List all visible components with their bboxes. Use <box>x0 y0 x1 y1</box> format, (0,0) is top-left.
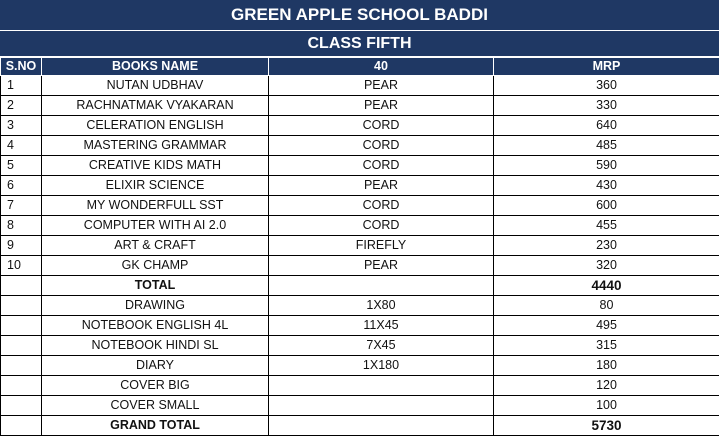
book-name-cell: MASTERING GRAMMAR <box>42 136 269 156</box>
header-row <box>1 58 719 76</box>
publisher-cell: CORD <box>269 136 494 156</box>
qty-cell <box>269 376 494 396</box>
mrp-cell: 100 <box>494 396 719 416</box>
col-mrp-header: MRP <box>494 58 719 76</box>
mrp-cell: 455 <box>494 216 719 236</box>
book-name-cell: COMPUTER WITH AI 2.0 <box>42 216 269 236</box>
table-row <box>1 196 719 216</box>
col-sno-header: S.NO <box>1 58 42 76</box>
table-row <box>1 96 719 116</box>
qty-cell: 11X45 <box>269 316 494 336</box>
grand-total-row <box>1 416 719 436</box>
sno-cell <box>1 356 42 376</box>
sno-cell <box>1 316 42 336</box>
book-name-cell: NUTAN UDBHAV <box>42 76 269 96</box>
item-name-cell: NOTEBOOK HINDI SL <box>42 336 269 356</box>
table-row <box>1 76 719 96</box>
grand-total-label: GRAND TOTAL <box>42 416 269 436</box>
sno-cell <box>1 416 42 436</box>
mrp-cell: 320 <box>494 256 719 276</box>
grand-total-value: 5730 <box>494 416 719 436</box>
book-name-cell: GK CHAMP <box>42 256 269 276</box>
mrp-cell: 590 <box>494 156 719 176</box>
item-name-cell: DIARY <box>42 356 269 376</box>
book-name-cell: ELIXIR SCIENCE <box>42 176 269 196</box>
mrp-cell: 230 <box>494 236 719 256</box>
col-publisher-header: 40 <box>269 58 494 76</box>
publisher-cell: CORD <box>269 116 494 136</box>
sno-cell: 2 <box>1 96 42 116</box>
mrp-cell: 640 <box>494 116 719 136</box>
sno-cell: 6 <box>1 176 42 196</box>
qty-cell: 1X180 <box>269 356 494 376</box>
publisher-cell <box>269 276 494 296</box>
book-name-cell: ART & CRAFT <box>42 236 269 256</box>
publisher-cell: FIREFLY <box>269 236 494 256</box>
sno-cell: 7 <box>1 196 42 216</box>
publisher-cell: CORD <box>269 156 494 176</box>
mrp-cell: 315 <box>494 336 719 356</box>
school-title: GREEN APPLE SCHOOL BADDI <box>0 0 719 31</box>
sno-cell: 10 <box>1 256 42 276</box>
item-name-cell: DRAWING <box>42 296 269 316</box>
item-name-cell: NOTEBOOK ENGLISH 4L <box>42 316 269 336</box>
table-row <box>1 216 719 236</box>
book-name-cell: RACHNATMAK VYAKARAN <box>42 96 269 116</box>
sno-cell: 4 <box>1 136 42 156</box>
qty-cell <box>269 396 494 416</box>
total-label: TOTAL <box>42 276 269 296</box>
class-title: CLASS FIFTH <box>0 31 719 57</box>
item-name-cell: COVER SMALL <box>42 396 269 416</box>
table-row <box>1 376 719 396</box>
table-row <box>1 256 719 276</box>
mrp-cell: 330 <box>494 96 719 116</box>
publisher-cell: CORD <box>269 216 494 236</box>
table-row <box>1 356 719 376</box>
col-book-header: BOOKS NAME <box>42 58 269 76</box>
mrp-cell: 180 <box>494 356 719 376</box>
book-name-cell: MY WONDERFULL SST <box>42 196 269 216</box>
mrp-cell: 80 <box>494 296 719 316</box>
sno-cell <box>1 336 42 356</box>
total-value: 4440 <box>494 276 719 296</box>
sno-cell <box>1 276 42 296</box>
mrp-cell: 360 <box>494 76 719 96</box>
table-row <box>1 236 719 256</box>
mrp-cell: 120 <box>494 376 719 396</box>
table-row <box>1 156 719 176</box>
sno-cell: 1 <box>1 76 42 96</box>
table-row <box>1 296 719 316</box>
mrp-cell: 485 <box>494 136 719 156</box>
mrp-cell: 600 <box>494 196 719 216</box>
sno-cell: 3 <box>1 116 42 136</box>
sno-cell: 8 <box>1 216 42 236</box>
table-body <box>1 76 719 436</box>
table-row <box>1 116 719 136</box>
publisher-cell: CORD <box>269 196 494 216</box>
book-name-cell: CREATIVE KIDS MATH <box>42 156 269 176</box>
publisher-cell: PEAR <box>269 176 494 196</box>
sno-cell <box>1 396 42 416</box>
item-name-cell: COVER BIG <box>42 376 269 396</box>
table-row <box>1 176 719 196</box>
table-row <box>1 336 719 356</box>
sno-cell <box>1 296 42 316</box>
mrp-cell: 495 <box>494 316 719 336</box>
publisher-cell: PEAR <box>269 76 494 96</box>
qty-cell: 7X45 <box>269 336 494 356</box>
sno-cell <box>1 376 42 396</box>
table-row <box>1 316 719 336</box>
book-name-cell: CELERATION ENGLISH <box>42 116 269 136</box>
table-row <box>1 136 719 156</box>
publisher-cell: PEAR <box>269 256 494 276</box>
qty-cell: 1X80 <box>269 296 494 316</box>
book-table <box>0 57 719 436</box>
sno-cell: 5 <box>1 156 42 176</box>
sno-cell: 9 <box>1 236 42 256</box>
mrp-cell: 430 <box>494 176 719 196</box>
publisher-cell: PEAR <box>269 96 494 116</box>
table-row <box>1 396 719 416</box>
publisher-cell <box>269 416 494 436</box>
total-row <box>1 276 719 296</box>
